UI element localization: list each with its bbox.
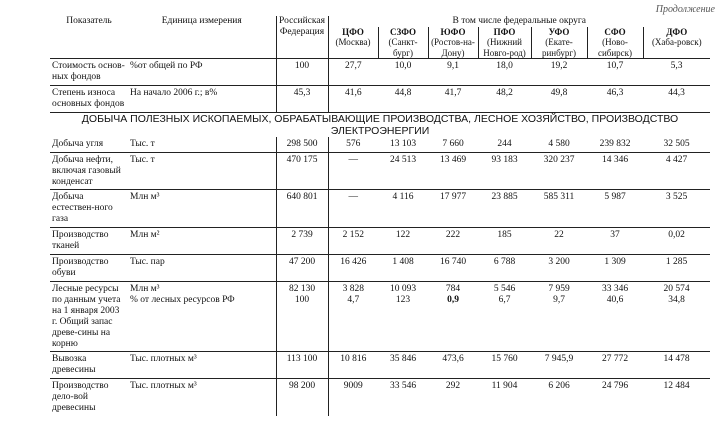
row-unit: Млн м³: [128, 190, 276, 228]
cell: 10 816: [328, 352, 378, 379]
row-russia-value: 470 175: [276, 152, 328, 190]
row-indicator: Производство тканей: [50, 228, 128, 255]
header-district: ДФО (Хаба-ровск): [643, 27, 710, 59]
cell: 12 484: [643, 379, 710, 416]
table-row: [50, 58, 710, 85]
cell: 4 580: [548, 138, 570, 149]
cell: 17 977: [428, 190, 478, 228]
row-russia-value: 82 130 100: [276, 281, 328, 352]
cell: 20 574 34,8: [643, 281, 710, 352]
row-indicator: Добыча естествен-ного газа: [50, 190, 128, 228]
cell: 185: [478, 228, 531, 255]
cell: 7 959 9,7: [531, 281, 587, 352]
cell: 244: [497, 138, 512, 149]
row-indicator: Добыча угля: [52, 138, 104, 149]
cell: 320 237: [531, 152, 587, 190]
cell: 48,2: [478, 85, 531, 112]
cell: —: [328, 190, 378, 228]
header-district: СФО (Ново-сибирск): [587, 27, 643, 59]
cell: 6 788: [478, 255, 531, 282]
cell: 22: [531, 228, 587, 255]
row-russia-value: 113 100: [276, 352, 328, 379]
cell: 37: [587, 228, 643, 255]
cell: 585 311: [531, 190, 587, 228]
table-row: [50, 228, 710, 255]
table-row: [50, 85, 710, 112]
table-row: [50, 352, 710, 379]
cell: 5 546 6,7: [478, 281, 531, 352]
header-districts-label: В том числе федеральные округа: [452, 16, 586, 26]
table-row: [50, 152, 710, 190]
table-row: [50, 281, 710, 352]
header-russia: Российская Федерация: [276, 16, 328, 58]
cell: 7 945,9: [531, 352, 587, 379]
header-district: СЗФО (Санкт-бург): [378, 27, 428, 59]
cell: 6 206: [531, 379, 587, 416]
cell: 19,2: [531, 58, 587, 85]
cell: 35 846: [378, 352, 428, 379]
row-unit: Млн м³ % от лесных ресурсов РФ: [128, 281, 276, 352]
cell: 49,8: [531, 85, 587, 112]
cell: 292: [428, 379, 478, 416]
cell: 1 408: [378, 255, 428, 282]
cell: 0,02: [643, 228, 710, 255]
cell: 27,7: [328, 58, 378, 85]
row-russia-value: 640 801: [276, 190, 328, 228]
table-row: [50, 137, 710, 152]
continuation-label: Продолжение: [655, 4, 715, 15]
cell: 10,0: [378, 58, 428, 85]
row-indicator: Производство дело-вой древесины: [50, 379, 128, 416]
cell: 27 772: [587, 352, 643, 379]
cell: 4 116: [378, 190, 428, 228]
cell: 9009: [328, 379, 378, 416]
cell: 14 478: [643, 352, 710, 379]
header-district: ЦФО (Москва): [328, 27, 378, 59]
row-russia-value: 298 500: [276, 137, 328, 152]
cell: 222: [428, 228, 478, 255]
row-indicator: Стоимость основ-ных фондов: [50, 58, 128, 85]
cell: 5 987: [587, 190, 643, 228]
table-row: [50, 379, 710, 416]
row-indicator: Добыча нефти, включая газовый конденсат: [50, 152, 128, 190]
cell: 9,1: [428, 58, 478, 85]
header-district: ЮФО (Ростов-на-Дону): [428, 27, 478, 59]
row-indicator: Степень износа основных фондов: [50, 85, 128, 112]
cell: 33 546: [378, 379, 428, 416]
cell: 4 427: [643, 152, 710, 190]
cell: 2 152: [328, 228, 378, 255]
cell: 32 505: [663, 138, 690, 149]
cell: 23 885: [478, 190, 531, 228]
cell: 1 285: [643, 255, 710, 282]
row-russia-value: 47 200: [276, 255, 328, 282]
cell: 5,3: [643, 58, 710, 85]
row-unit: %от общей по РФ: [128, 58, 276, 85]
cell: 93 183: [478, 152, 531, 190]
row-unit: Тыс. т: [128, 152, 276, 190]
table-row: [50, 255, 710, 282]
cell: 13 103: [389, 138, 417, 149]
row-unit: На начало 2006 г.; в%: [128, 85, 276, 112]
section-title: ДОБЫЧА ПОЛЕЗНЫХ ИСКОПАЕМЫХ, ОБРАБАТЫВАЮЩИЕ ПРОИЗВОДСТВА, ЛЕСНОЕ ХОЗЯЙСТВО, ПРОИЗВОДСТВО ЭЛЕКТРОЭНЕРГИИ: [50, 112, 710, 137]
cell: 10 093 123: [378, 281, 428, 352]
row-unit: Млн м²: [128, 228, 276, 255]
cell: 24 513: [378, 152, 428, 190]
header-district: УФО (Екате-ринбург): [531, 27, 587, 59]
cell: 16 740: [428, 255, 478, 282]
row-unit: Тыс. т: [130, 138, 155, 149]
row-unit: Тыс. плотных м³: [128, 379, 276, 416]
cell: 46,3: [587, 85, 643, 112]
table-row: [50, 190, 710, 228]
cell: 239 832: [599, 138, 631, 149]
cell: 18,0: [478, 58, 531, 85]
cell: 41,6: [328, 85, 378, 112]
cell: 784 0,9: [428, 281, 478, 352]
cell: 3 200: [531, 255, 587, 282]
cell: 10,7: [587, 58, 643, 85]
cell: 11 904: [478, 379, 531, 416]
cell: 44,8: [378, 85, 428, 112]
row-indicator: Производство обуви: [50, 255, 128, 282]
cell: 122: [378, 228, 428, 255]
cell: 473,6: [428, 352, 478, 379]
header-unit: Единица измерения: [161, 16, 242, 26]
header-indicator: Показатель: [66, 16, 112, 26]
cell: 576: [346, 138, 361, 149]
cell: 3 828 4,7: [328, 281, 378, 352]
row-russia-value: 100: [276, 58, 328, 85]
cell: 33 346 40,6: [587, 281, 643, 352]
cell: 3 525: [643, 190, 710, 228]
cell: 13 469: [428, 152, 478, 190]
cell: 1 309: [587, 255, 643, 282]
cell: —: [328, 152, 378, 190]
cell: 44,3: [643, 85, 710, 112]
row-unit: Тыс. плотных м³: [128, 352, 276, 379]
cell: 14 346: [587, 152, 643, 190]
row-russia-value: 45,3: [276, 85, 328, 112]
cell: 15 760: [478, 352, 531, 379]
statistics-table: [50, 16, 710, 416]
row-indicator: Лесные ресурсы по данным учета на 1 января 2003 г. Общий запас древе-сины на корню: [50, 281, 128, 352]
cell: 16 426: [328, 255, 378, 282]
cell: 7 660: [442, 138, 464, 149]
row-russia-value: 2 739: [276, 228, 328, 255]
cell: 41,7: [428, 85, 478, 112]
row-indicator: Вывозка древесины: [50, 352, 128, 379]
header-district: ПФО (Нижний Новго-род): [478, 27, 531, 59]
row-unit: Тыс. пар: [128, 255, 276, 282]
row-russia-value: 98 200: [276, 379, 328, 416]
cell: 24 796: [587, 379, 643, 416]
